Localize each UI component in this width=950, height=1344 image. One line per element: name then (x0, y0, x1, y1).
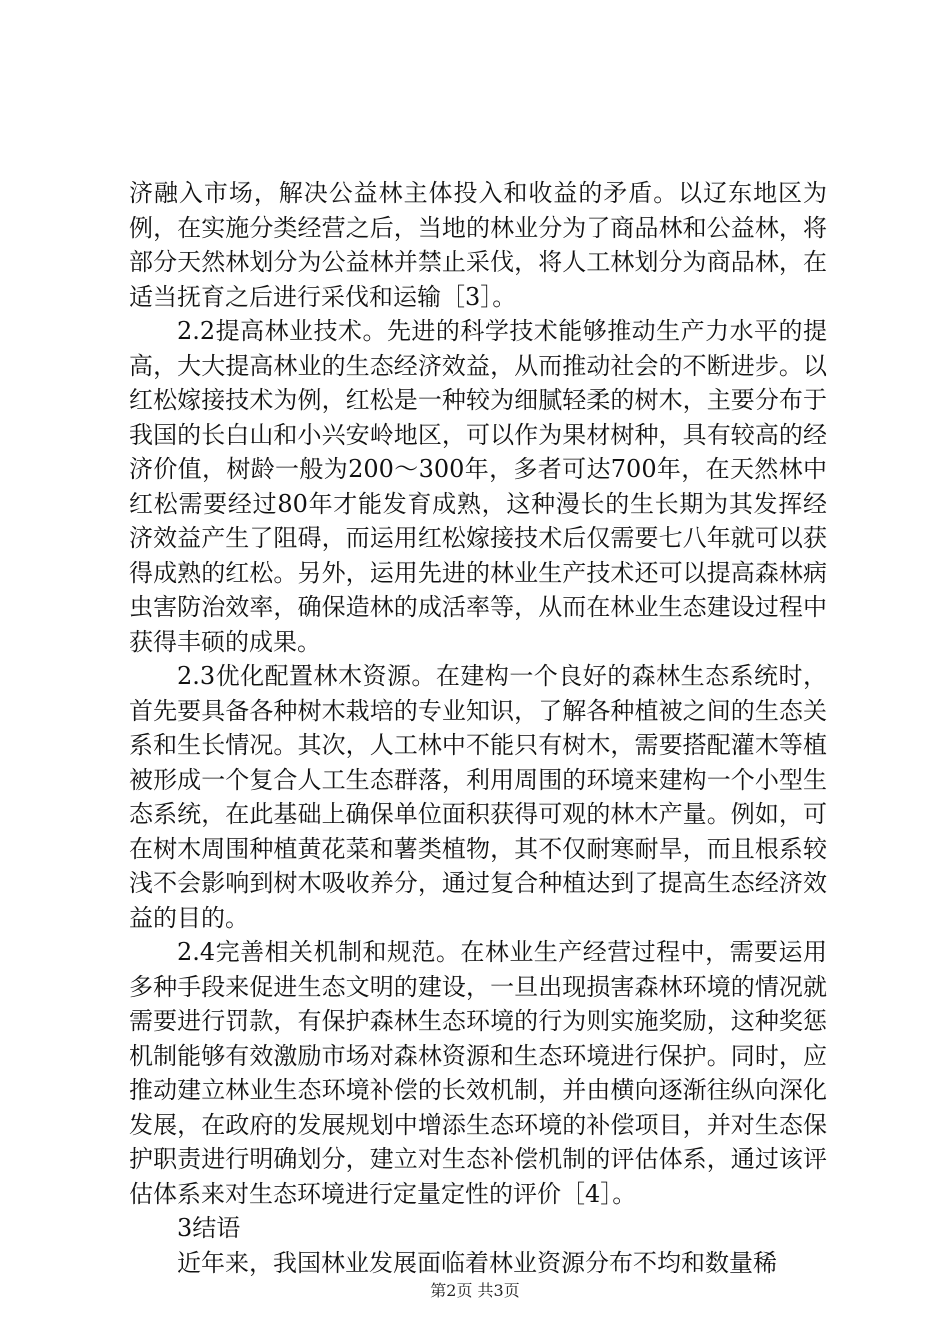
document-body (129, 176, 827, 1280)
page-footer: 第2页 共3页 (430, 1281, 520, 1300)
paragraph-conclusion: 近年来，我国林业发展面临着林业资源分布不均和数量稀 (177, 1248, 777, 1277)
paragraph-2-4: 2.4完善相关机制和规范。在林业生产经营过程中，需要运用多种手段来促进生态文明的建设，一旦出现损害森林环境的情况就需要进行罚款，有保护森林生态环境的行为则实施奖励，这种奖惩机制能够有效激励市场对森林资源和生态环境进行保护。同时，应推动建立林业生态环境补偿的长效机制，并由横向逐渐往纵向深化发展，在政府的发展规划中增添生态环境的补偿项目，并对生态保护职责进行明确划分，建立对生态补偿机制的评估体系，通过该评估体系来对生态环境进行定量定性的评价［4］。 (129, 938, 827, 1208)
paragraph-2-3: 2.3优化配置林木资源。在建构一个良好的森林生态系统时，首先要具备各种树木栽培的专业知识，了解各种植被之间的生态关系和生长情况。其次，人工林中不能只有树木，需要搭配灌木等植被形成一个复合人工生态群落，利用周围的环境来建构一个小型生态系统，在此基础上确保单位面积获得可观的林木产量。例如，可在树木周围种植黄花菜和薯类植物，其不仅耐寒耐旱，而且根系较浅不会影响到树木吸收养分，通过复合种植达到了提高生态经济效益的目的。 (129, 662, 827, 932)
paragraph-2-2: 2.2提高林业技术。先进的科学技术能够推动生产力水平的提高，大大提高林业的生态经济效益，从而推动社会的不断进步。以红松嫁接技术为例，红松是一种较为细腻轻柔的树木，主要分布于我国的长白山和小兴安岭地区，可以作为果材树种，具有较高的经济价值，树龄一般为200～300年，多者可达700年，在天然林中红松需要经过80年才能发育成熟，这种漫长的生长期为其发挥经济效益产生了阻碍，而运用红松嫁接技术后仅需要七八年就可以获得成熟的红松。另外，运用先进的林业生产技术还可以提高森林病虫害防治效率，确保造林的成活率等，从而在林业生态建设过程中获得丰硕的成果。 (129, 317, 827, 656)
paragraph-continuation: 济融入市场，解决公益林主体投入和收益的矛盾。以辽东地区为例，在实施分类经营之后，当地的林业分为了商品林和公益林，将部分天然林划分为公益林并禁止采伐，将人工林划分为商品林，在适当抚育之后进行采伐和运输［3］。 (129, 179, 827, 311)
section-heading-conclusion: 3结语 (177, 1214, 241, 1242)
